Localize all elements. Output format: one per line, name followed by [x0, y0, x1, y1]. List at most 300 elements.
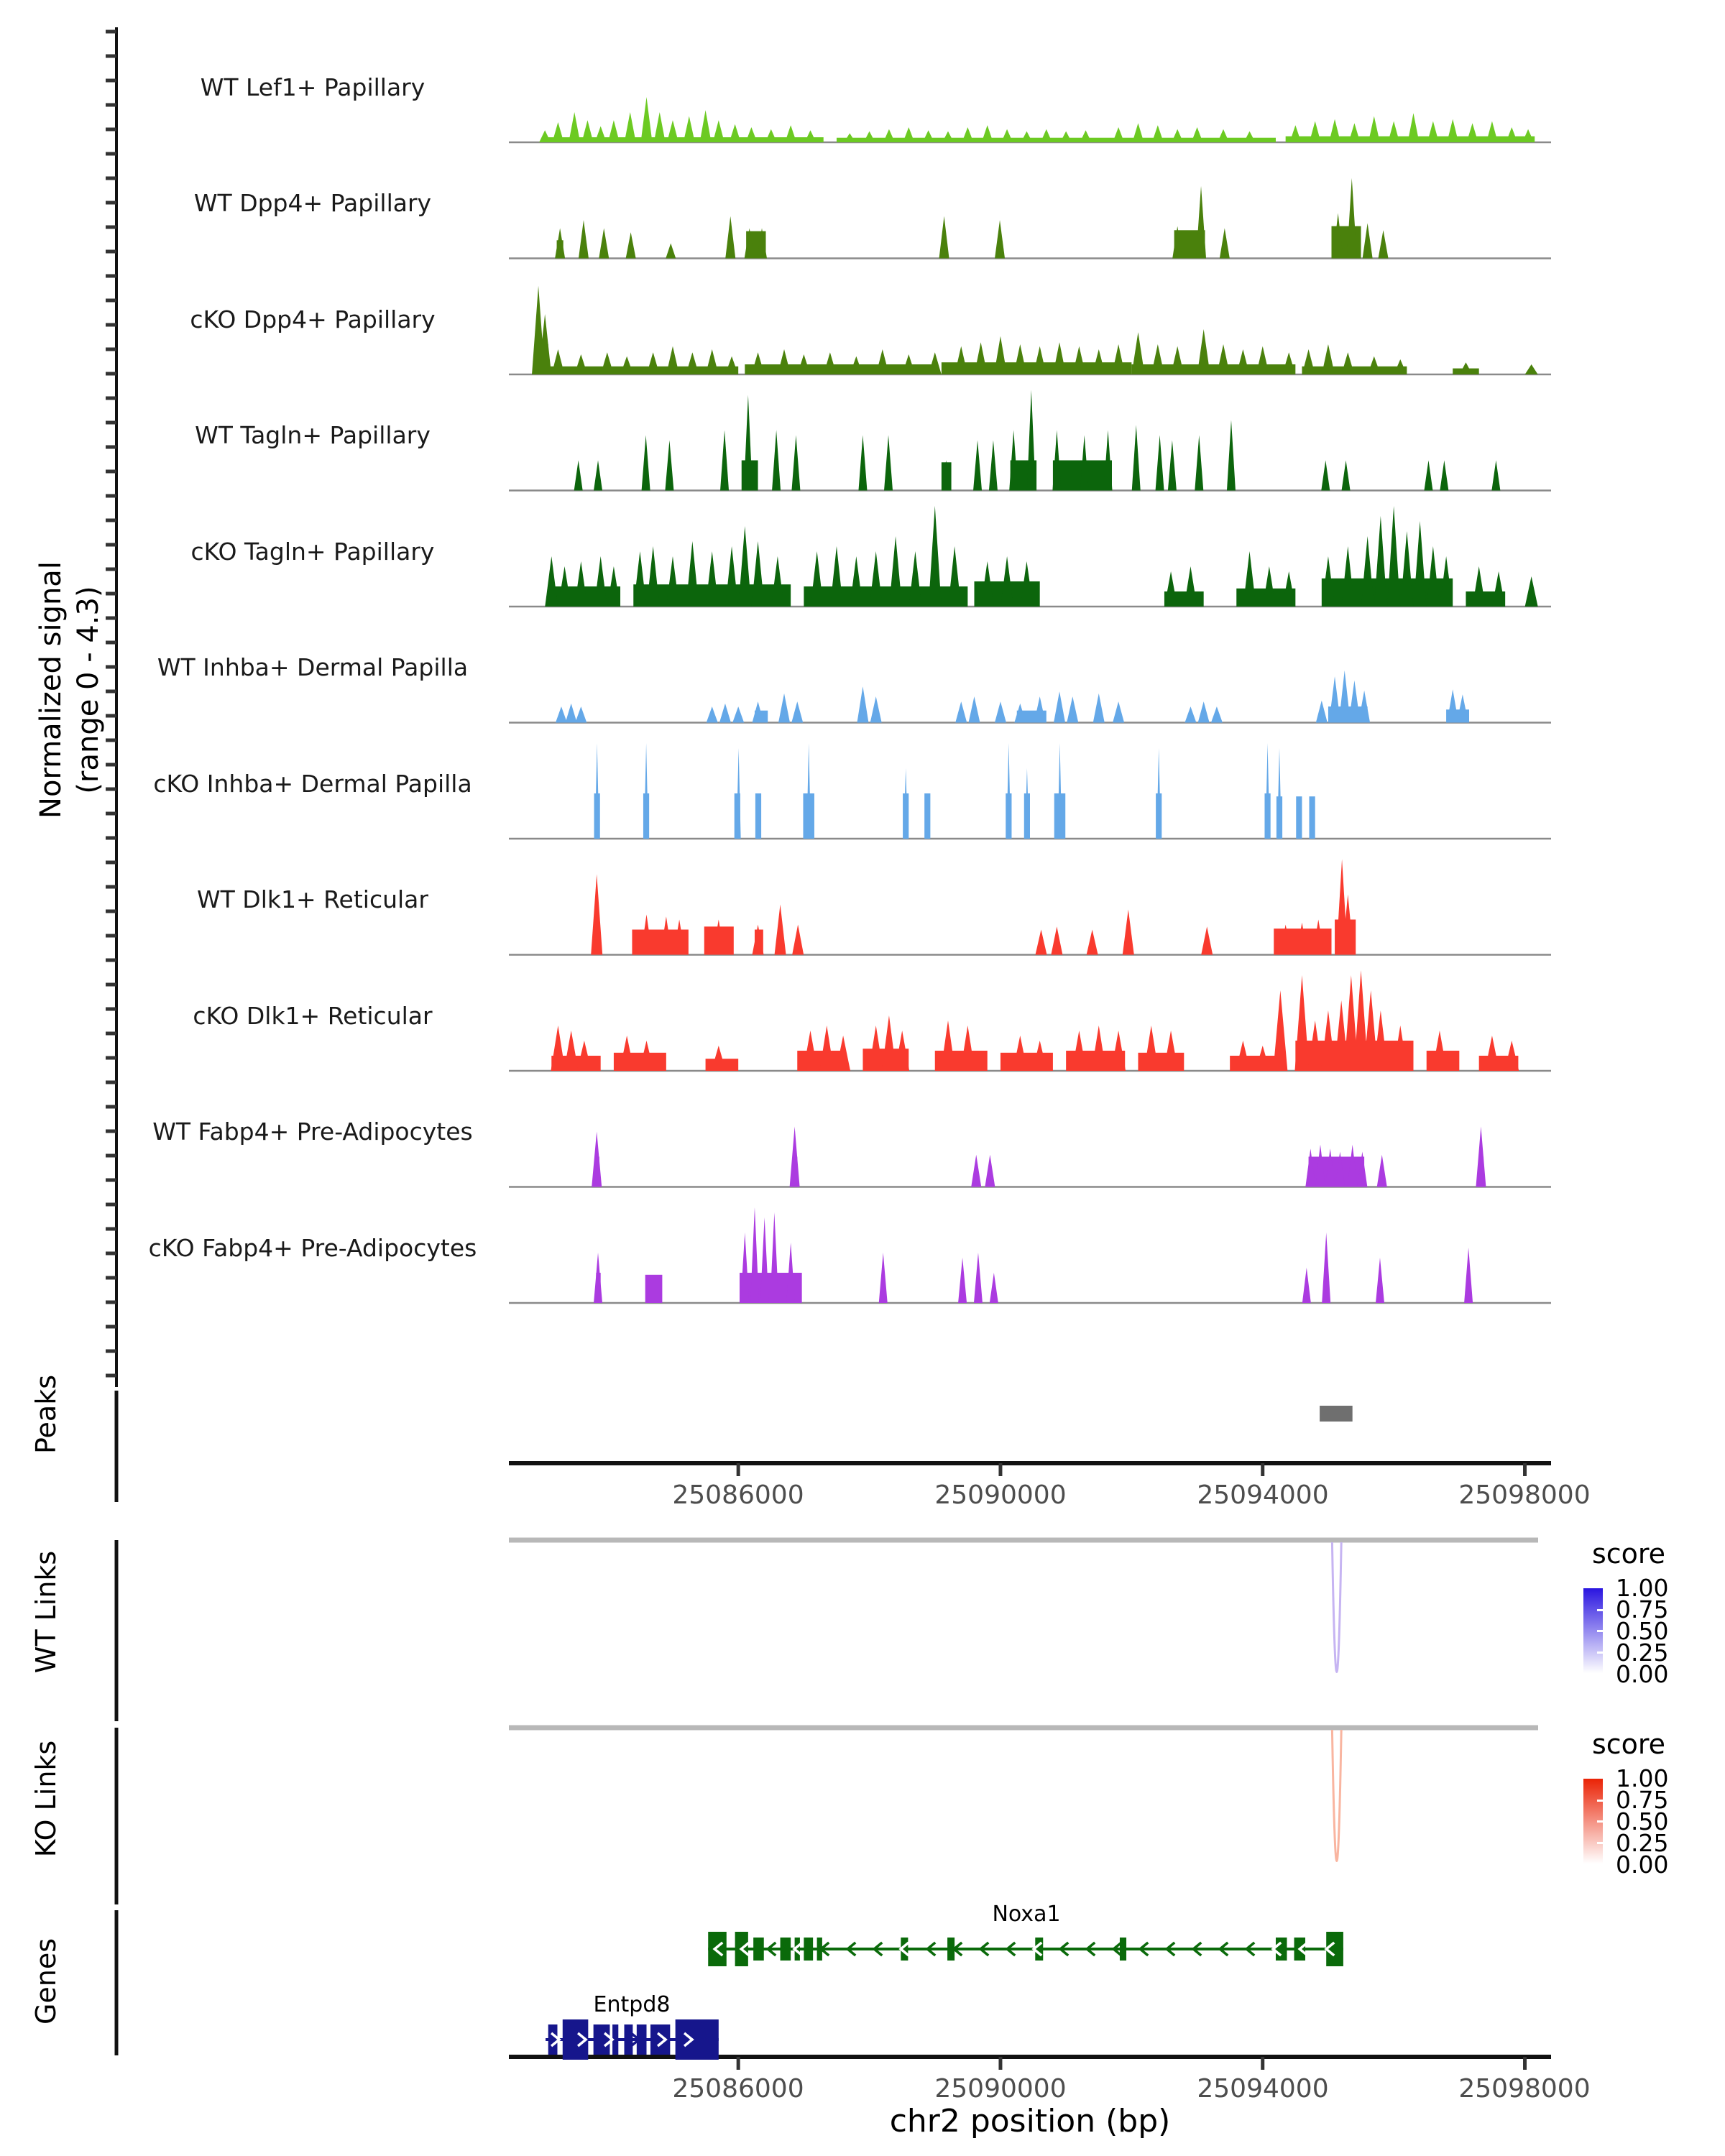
track-label-wt-fabp4: WT Fabp4+ Pre-Adipocytes: [152, 1118, 473, 1146]
signal-spike: [1113, 127, 1124, 142]
track-label-cko-tagln: cKO Tagln+ Papillary: [190, 538, 435, 566]
signal-spike: [1525, 576, 1538, 607]
signal-spike: [819, 1026, 834, 1071]
signal-spike: [594, 556, 607, 607]
signal-spike: [1310, 121, 1321, 142]
signal-spike: [665, 441, 673, 491]
signal-spike: [566, 704, 577, 723]
legend-bar-tick: [1597, 1651, 1603, 1654]
signal-spike: [641, 97, 653, 142]
signal-spike: [869, 1026, 883, 1071]
legend-bar-tick: [1597, 1609, 1603, 1611]
signal-spike: [1168, 441, 1177, 491]
signal-spike: [700, 110, 712, 142]
bottom-axis-tick-4: 25098000: [1458, 2074, 1591, 2104]
signal-spike: [1467, 123, 1478, 142]
wt-legend-tick-050: 0.50: [1616, 1617, 1669, 1645]
signal-spike: [1192, 127, 1203, 142]
signal-spike: [994, 336, 1007, 374]
signal-spike: [1379, 230, 1389, 258]
signal-spike: [608, 120, 620, 142]
signal-spike: [1263, 566, 1276, 607]
signal-spike: [772, 430, 781, 491]
signal-spike: [1322, 344, 1335, 374]
signal-spike: [985, 1155, 995, 1187]
signal-spike: [1427, 121, 1439, 142]
signal-block: [645, 1275, 663, 1303]
gene-exon: [637, 2024, 647, 2055]
signal-spike: [633, 551, 646, 607]
signal-spike: [1041, 129, 1052, 142]
signal-spike: [1339, 671, 1351, 723]
signal-spike: [804, 130, 816, 142]
signal-spike: [1329, 119, 1340, 142]
legend-bar-tick: [1597, 1842, 1603, 1844]
signal-spike: [556, 706, 567, 722]
bottom-axis-tick-3: 25094000: [1197, 2074, 1329, 2104]
signal-spike: [1363, 224, 1373, 259]
signal-spike: [1164, 571, 1177, 607]
ko-score-legend-title: score: [1591, 1728, 1666, 1760]
signal-spike: [1087, 930, 1098, 955]
signal-spike: [719, 704, 731, 723]
signal-spike: [1348, 681, 1360, 723]
signal-spike: [929, 352, 942, 374]
signal-spike: [1374, 516, 1387, 607]
section-label-wt-links: WT Links: [30, 1550, 62, 1674]
signal-spike: [1034, 346, 1046, 374]
signal-spike: [973, 441, 982, 491]
signal-spike: [958, 1258, 967, 1303]
signal-spike: [574, 354, 587, 374]
track-label-cko-dpp4: cKO Dpp4+ Papillary: [190, 305, 436, 333]
signal-spike: [850, 556, 862, 607]
signal-spike: [770, 1212, 778, 1303]
ko-legend-tick-025: 0.25: [1616, 1829, 1669, 1857]
signal-block: [1296, 796, 1302, 839]
signal-spike: [1067, 696, 1078, 722]
section-label-peaks: Peaks: [30, 1374, 62, 1455]
signal-spike: [771, 556, 784, 607]
signal-spike: [1151, 344, 1164, 374]
signal-spike: [625, 112, 636, 142]
signal-spike: [594, 461, 602, 491]
signal-spike: [666, 556, 679, 607]
wt-link-arc: [1332, 1542, 1341, 1672]
signal-spike: [883, 129, 895, 142]
peaks-axis-tick-4: 25098000: [1458, 1480, 1591, 1510]
signal-spike: [1342, 461, 1351, 491]
signal-spike: [1220, 229, 1230, 259]
signal-spike: [1277, 748, 1282, 839]
signal-spike: [1093, 694, 1105, 723]
signal-spike: [1476, 1127, 1486, 1187]
gene-exon: [625, 2024, 633, 2055]
wt-score-gradient: [1583, 1588, 1603, 1673]
signal-spike: [1195, 436, 1203, 491]
signal-spike: [555, 229, 565, 259]
signal-spike: [1198, 701, 1210, 722]
ko-legend-tick-075: 0.75: [1616, 1786, 1669, 1814]
gene-exon-tall: [1326, 1932, 1343, 1966]
wt-legend-tick-100: 1.00: [1616, 1574, 1669, 1602]
signal-spike: [1051, 926, 1062, 954]
signal-spike: [1440, 461, 1448, 491]
signal-spike: [975, 342, 988, 374]
signal-spike: [1013, 344, 1026, 374]
signal-spike: [667, 120, 678, 142]
signal-spike: [1021, 132, 1032, 142]
signal-spike: [1201, 926, 1213, 954]
signal-spike: [1329, 676, 1340, 722]
signal-spike: [790, 1127, 800, 1187]
signal-spike: [941, 1021, 955, 1071]
signal-spike: [642, 436, 650, 491]
signal-spike: [730, 124, 741, 142]
gene-exon: [1035, 1938, 1043, 1961]
signal-spike: [1407, 113, 1419, 142]
signal-spike: [1321, 461, 1330, 491]
signal-spike: [760, 1217, 769, 1303]
signal-spike: [1473, 566, 1486, 607]
signal-spike: [752, 541, 765, 607]
signal-spike: [1236, 349, 1249, 374]
signal-spike: [971, 1155, 981, 1187]
signal-spike: [1289, 125, 1301, 142]
signal-spike: [647, 352, 660, 374]
signal-spike: [725, 216, 735, 259]
legend-bar-tick: [1597, 1800, 1603, 1802]
signal-spike: [1152, 125, 1164, 142]
signal-spike: [785, 125, 796, 142]
signal-spike: [720, 430, 729, 491]
signal-spike: [1302, 349, 1315, 374]
legend-bar-tick: [1597, 1630, 1603, 1632]
signal-spike: [552, 122, 564, 142]
signal-spike: [1506, 127, 1517, 142]
signal-spike: [990, 1273, 998, 1303]
gene-exon-tall: [676, 2019, 719, 2060]
signal-spike: [620, 356, 633, 374]
signal-spike: [1400, 531, 1413, 607]
signal-spike: [1273, 990, 1287, 1071]
peaks-axis-tick-3: 25094000: [1197, 1480, 1329, 1510]
peak-region: [1320, 1406, 1353, 1422]
signal-spike: [725, 356, 738, 374]
signal-spike: [974, 1253, 983, 1303]
peaks-axis-tick-1: 25086000: [672, 1480, 804, 1510]
signal-spike: [551, 1026, 565, 1071]
signal-spike: [942, 132, 954, 142]
signal-spike: [594, 1253, 602, 1303]
signal-spike: [1341, 546, 1354, 607]
signal-spike: [1001, 129, 1013, 142]
signal-spike: [564, 1031, 579, 1071]
signal-spike: [908, 551, 921, 607]
signal-spike: [1164, 1031, 1178, 1071]
gene-exon: [548, 2024, 558, 2055]
wt-legend-tick-025: 0.25: [1616, 1639, 1669, 1667]
gene-exon-tall: [708, 1932, 727, 1966]
bottom-axis-tick-2: 25090000: [934, 2074, 1067, 2104]
signal-spike: [948, 546, 961, 607]
signal-spike: [725, 546, 738, 607]
section-label-ko-links: KO Links: [30, 1740, 62, 1858]
signal-spike: [811, 551, 824, 607]
signal-spike: [569, 112, 580, 142]
signal-spike: [982, 125, 993, 142]
signal-spike: [1172, 129, 1183, 142]
signal-spike: [1092, 1026, 1106, 1071]
peaks-axis-tick-2: 25090000: [934, 1480, 1067, 1510]
signal-spike: [1227, 420, 1236, 491]
signal-spike: [1368, 356, 1381, 374]
signal-spike: [1034, 696, 1046, 722]
signal-spike: [1171, 346, 1184, 374]
gene-exon: [804, 1938, 813, 1961]
signal-spike: [778, 694, 790, 723]
y-axis-title-line2: (range 0 - 4.3): [72, 586, 105, 794]
signal-spike: [1457, 694, 1468, 722]
signal-spike: [1112, 344, 1125, 374]
signal-spike: [1486, 121, 1498, 142]
track-label-cko-dlk1: cKO Dlk1+ Reticular: [193, 1002, 433, 1030]
signal-spike: [1027, 390, 1036, 491]
signal-spike: [955, 701, 967, 722]
signal-spike: [1322, 1233, 1330, 1303]
signal-spike: [545, 556, 558, 607]
signal-spike: [864, 132, 875, 142]
signal-spike: [1447, 119, 1458, 142]
signal-spike: [575, 706, 586, 722]
track-label-wt-inhba: WT Inhba+ Dermal Papilla: [157, 653, 469, 681]
gene-label-entpd8: Entpd8: [593, 1992, 671, 2017]
signal-spike: [870, 551, 883, 607]
signal-spike: [744, 395, 753, 491]
signal-spike: [929, 506, 942, 607]
signal-spike: [752, 352, 765, 374]
signal-spike: [995, 220, 1005, 258]
signal-spike: [879, 1253, 888, 1303]
signal-spike: [1464, 1248, 1473, 1303]
signal-spike: [574, 461, 583, 491]
signal-spike: [923, 130, 934, 142]
track-label-wt-lef1: WT Lef1+ Papillary: [200, 73, 426, 101]
signal-spike: [732, 706, 744, 722]
signal-spike: [806, 743, 811, 839]
signal-spike: [706, 349, 719, 374]
wt-legend-tick-000: 0.00: [1616, 1660, 1669, 1688]
signal-spike: [1184, 706, 1196, 722]
signal-spike: [706, 551, 719, 607]
signal-spike: [1347, 178, 1357, 259]
signal-spike: [686, 541, 699, 607]
signal-spike: [1361, 536, 1374, 607]
track-label-wt-dpp4: WT Dpp4+ Papillary: [193, 189, 432, 217]
signal-spike: [857, 686, 868, 722]
signal-spike: [791, 436, 800, 491]
signal-block: [1302, 367, 1407, 374]
gene-exon: [817, 1938, 822, 1961]
gene-label-noxa1: Noxa1: [992, 1902, 1061, 1927]
track-label-wt-dlk1: WT Dlk1+ Reticular: [197, 885, 428, 913]
signal-spike: [903, 127, 914, 142]
signal-spike: [1447, 689, 1458, 722]
signal-spike: [791, 701, 803, 722]
signal-spike: [1113, 701, 1124, 722]
signal-spike: [870, 696, 882, 722]
signal-spike: [1294, 975, 1309, 1071]
signal-spike: [712, 1046, 726, 1071]
signal-spike: [1057, 743, 1062, 839]
signal-spike: [775, 905, 786, 955]
ko-legend-tick-100: 1.00: [1616, 1764, 1669, 1792]
section-label-genes: Genes: [30, 1938, 62, 2025]
signal-spike: [1197, 329, 1210, 374]
signal-spike: [1522, 129, 1534, 142]
y-axis-title: [32, 489, 111, 891]
signal-spike: [962, 127, 973, 142]
x-axis-title: chr2 position (bp): [889, 2103, 1171, 2139]
signal-spike: [745, 127, 757, 142]
signal-spike: [738, 526, 751, 607]
signal-block: [924, 793, 930, 839]
signal-spike: [1266, 743, 1270, 839]
signal-spike: [1080, 130, 1092, 142]
signal-spike: [1054, 691, 1065, 722]
track-label-wt-tagln: WT Tagln+ Papillary: [195, 421, 431, 449]
signal-spike: [707, 706, 718, 722]
signal-spike: [1243, 551, 1256, 607]
signal-spike: [1492, 571, 1505, 607]
gene-exon: [1120, 1938, 1126, 1961]
signal-spike: [1341, 352, 1354, 374]
signal-spike: [626, 232, 636, 258]
signal-spike: [1156, 436, 1164, 491]
signal-spike: [654, 112, 666, 142]
signal-spike: [1211, 706, 1223, 722]
signal-spike: [666, 244, 676, 259]
ko-legend-tick-000: 0.00: [1616, 1851, 1669, 1879]
signal-spike: [792, 925, 804, 955]
ko-score-gradient: [1583, 1779, 1603, 1864]
signal-spike: [778, 349, 791, 374]
signal-spike: [1184, 566, 1197, 607]
signal-spike: [968, 696, 980, 722]
signal-spike: [1036, 930, 1047, 955]
signal-spike: [882, 1015, 896, 1071]
signal-spike: [1060, 132, 1072, 142]
signal-spike: [1302, 1268, 1311, 1303]
signal-spike: [1368, 116, 1380, 142]
signal-spike: [595, 743, 599, 839]
signal-block: [755, 793, 761, 839]
signal-spike: [595, 126, 607, 142]
signal-spike: [601, 352, 614, 374]
signal-spike: [539, 130, 551, 142]
signal-spike: [995, 701, 1006, 722]
signal-block: [804, 586, 967, 607]
gene-exon: [594, 2024, 610, 2055]
signal-spike: [713, 120, 724, 142]
signal-spike: [1144, 1026, 1159, 1071]
signal-spike: [551, 349, 564, 374]
signal-spike: [765, 129, 777, 142]
signal-spike: [591, 875, 602, 955]
track-label-cko-inhba: cKO Inhba+ Dermal Papilla: [153, 770, 472, 798]
signal-spike: [939, 216, 949, 259]
signal-spike: [684, 116, 695, 142]
ko-legend-tick-050: 0.50: [1616, 1807, 1669, 1835]
gene-exon: [1276, 1938, 1287, 1961]
signal-spike: [1006, 743, 1011, 839]
legend-bar-tick: [1597, 1820, 1603, 1823]
signal-spike: [579, 220, 589, 258]
y-axis-title-line1: Normalized signal: [34, 561, 68, 819]
gene-exon: [947, 1938, 954, 1961]
signal-spike: [1131, 332, 1144, 374]
signal-spike: [1387, 506, 1400, 607]
signal-spike: [1377, 1155, 1387, 1187]
signal-spike: [1123, 910, 1134, 955]
signal-spike: [1414, 521, 1427, 607]
signal-spike: [1388, 121, 1399, 142]
signal-spike: [1424, 461, 1432, 491]
signal-spike: [989, 441, 998, 491]
signal-block: [837, 138, 1276, 142]
signal-spike: [1132, 123, 1144, 142]
signal-spike: [574, 561, 587, 607]
signal-spike: [750, 1207, 759, 1303]
signal-spike: [1376, 1258, 1384, 1303]
signal-spike: [592, 1132, 602, 1187]
signal-spike: [740, 1233, 749, 1303]
signal-spike: [1316, 701, 1328, 723]
signal-spike: [876, 349, 889, 374]
signal-spike: [581, 120, 593, 142]
signal-spike: [960, 1026, 975, 1071]
signal-spike: [1427, 546, 1440, 607]
signal-spike: [1132, 425, 1141, 491]
signal-spike: [1491, 461, 1500, 491]
signal-spike: [824, 352, 837, 374]
signal-spike: [884, 436, 893, 491]
signal-spike: [686, 352, 699, 374]
signal-spike: [858, 436, 867, 491]
signal-spike: [1072, 346, 1085, 374]
signal-spike: [1282, 352, 1295, 374]
signal-spike: [1092, 349, 1105, 374]
signal-spike: [830, 546, 843, 607]
wt-legend-tick-075: 0.75: [1616, 1595, 1669, 1623]
signal-spike: [647, 546, 660, 607]
wt-score-legend-title: score: [1591, 1538, 1666, 1570]
signal-spike: [954, 346, 967, 374]
signal-spike: [1196, 186, 1206, 259]
signal-spike: [666, 346, 679, 374]
signal-spike: [644, 743, 648, 839]
track-label-cko-fabp4: cKO Fabp4+ Pre-Adipocytes: [148, 1234, 477, 1262]
signal-block: [1309, 796, 1315, 839]
signal-spike: [1256, 346, 1269, 374]
signal-spike: [889, 536, 902, 607]
gene-exon: [781, 1938, 791, 1961]
signal-spike: [1485, 1036, 1499, 1071]
signal-spike: [1053, 342, 1066, 374]
signal-spike: [1218, 129, 1229, 142]
signal-spike: [1525, 364, 1538, 374]
signal-spike: [1244, 132, 1256, 142]
